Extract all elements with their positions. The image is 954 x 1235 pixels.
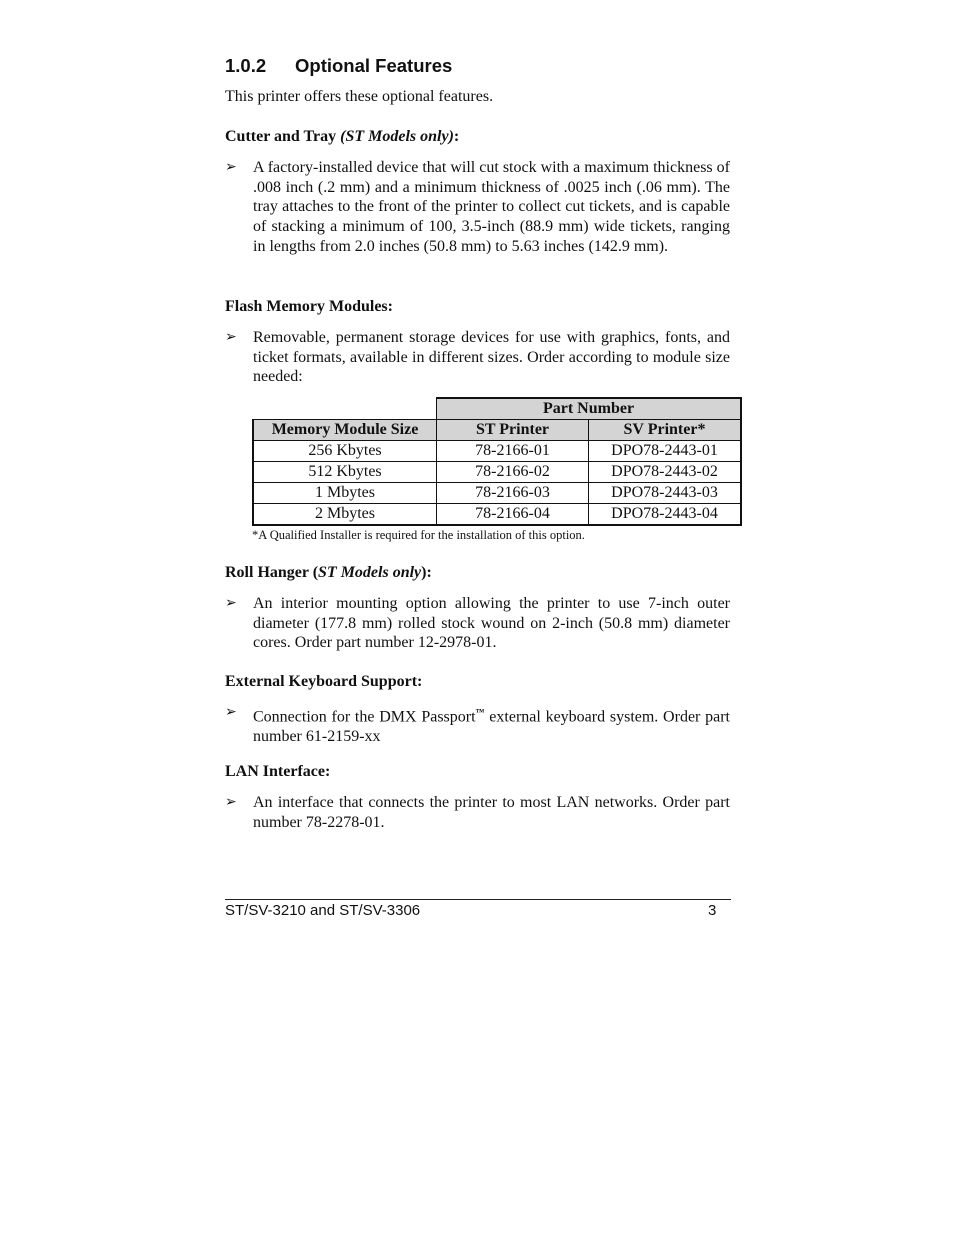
roll-title-end: ):	[421, 564, 432, 581]
table-cell: 256 Kbytes	[253, 441, 437, 462]
roll-qualifier: ST Models only	[318, 564, 422, 581]
table-header-sv: SV Printer*	[589, 420, 742, 441]
table-cell: 78-2166-03	[437, 483, 589, 504]
bullet-arrow-icon: ➢	[225, 794, 237, 810]
roll-title: Roll Hanger (	[225, 564, 319, 581]
table-cell: DPO78-2443-04	[589, 504, 742, 526]
table-corner	[253, 398, 437, 420]
section-number: 1.0.2	[225, 55, 267, 76]
table-cell: DPO78-2443-02	[589, 462, 742, 483]
cutter-colon: :	[453, 128, 460, 145]
table-cell: 2 Mbytes	[253, 504, 437, 526]
cutter-qualifier: (ST Models only)	[340, 128, 454, 145]
table-cell: 1 Mbytes	[253, 483, 437, 504]
trademark-symbol: ™	[475, 707, 485, 717]
section-title: Optional Features	[295, 55, 453, 76]
lan-heading: LAN Interface:	[225, 763, 331, 780]
roll-heading	[225, 564, 432, 582]
keyboard-text: Connection for the DMX Passport	[253, 708, 476, 726]
flash-description: Removable, permanent storage devices for use with graphics, fonts, and ticket formats, available in different sizes. Order according to module size needed:	[253, 329, 730, 386]
table-group-header: Part Number	[437, 398, 742, 420]
keyboard-heading: External Keyboard Support:	[225, 673, 423, 690]
table-row	[253, 483, 741, 504]
table-cell: 512 Kbytes	[253, 462, 437, 483]
table-row	[253, 504, 741, 526]
table-cell: DPO78-2443-03	[589, 483, 742, 504]
roll-description: An interior mounting option allowing the printer to use 7-inch outer diameter (177.8 mm) rolled stock wound on 2-inch (50.8 mm) diameter cores. Order part number 12-2978-01.	[253, 595, 730, 652]
cutter-heading	[225, 128, 459, 146]
roll-bullet	[225, 594, 730, 653]
table-cell: 78-2166-01	[437, 441, 589, 462]
footer-model: ST/SV-3210 and ST/SV-3306	[225, 902, 421, 919]
table-cell: 78-2166-04	[437, 504, 589, 526]
page-number: 3	[708, 902, 717, 919]
footer-divider	[225, 899, 731, 900]
bullet-arrow-icon: ➢	[225, 704, 237, 720]
memory-module-table	[252, 397, 742, 526]
table-header-st: ST Printer	[437, 420, 589, 441]
table-row	[253, 441, 741, 462]
flash-bullet	[225, 328, 730, 387]
table-cell: 78-2166-02	[437, 462, 589, 483]
section-heading	[225, 55, 452, 77]
cutter-title: Cutter and Tray	[225, 128, 337, 145]
lan-description: An interface that connects the printer to most LAN networks. Order part number 78-2278-01.	[253, 794, 730, 831]
flash-heading: Flash Memory Modules:	[225, 298, 393, 315]
table-header-size: Memory Module Size	[253, 420, 437, 441]
cutter-description: A factory-installed device that will cut stock with a maximum thickness of .008 inch (.2 mm) and a minimum thickness of .0025 inch (.06 mm). The tray attaches to the front of the printer to collect cut tickets, and is capable of stacking a minimum of 100, 3.5-inch (88.9 mm) wide tickets, ranging in lengths from 2.0 inches (50.8 mm) to 5.63 inches (142.9 mm).	[253, 159, 730, 255]
table-row	[253, 462, 741, 483]
table-cell: DPO78-2443-01	[589, 441, 742, 462]
cutter-bullet	[225, 158, 730, 257]
bullet-arrow-icon: ➢	[225, 595, 237, 611]
keyboard-description	[253, 703, 730, 747]
intro-text: This printer offers these optional features.	[225, 88, 494, 105]
installer-note: *A Qualified Installer is required for the installation of this option.	[252, 528, 585, 542]
keyboard-bullet	[225, 703, 730, 747]
bullet-arrow-icon: ➢	[225, 329, 237, 345]
lan-bullet	[225, 793, 730, 832]
keyboard-text-end: external keyboard system. Order part number 61-2159-xx	[253, 708, 731, 746]
bullet-arrow-icon: ➢	[225, 159, 237, 175]
